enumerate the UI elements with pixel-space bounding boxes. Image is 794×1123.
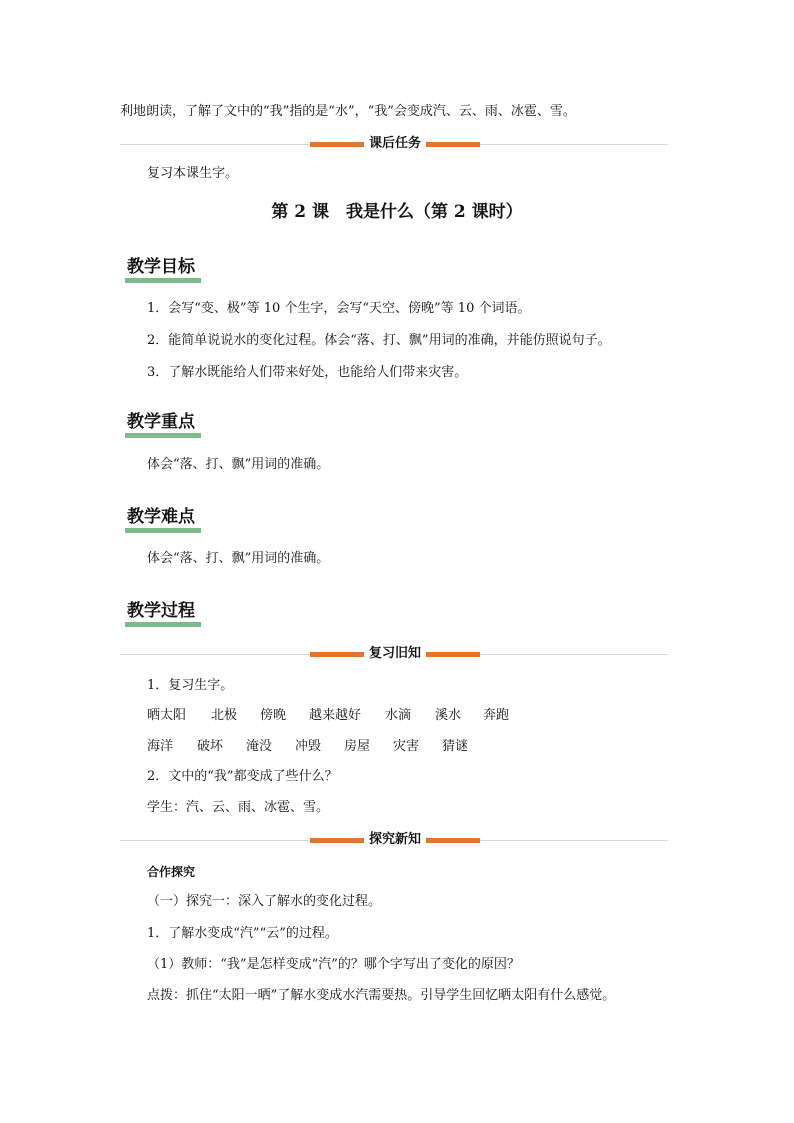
heading-text: 教学重点 <box>127 412 195 432</box>
review-item-2: 2．文中的“我”都变成了些什么？ <box>147 769 338 784</box>
divider-bar-right <box>426 838 480 843</box>
section-divider-review <box>120 647 668 661</box>
divider-label: 探究新知 <box>364 831 426 849</box>
divider-bar-left <box>310 652 364 657</box>
explore-line: （1）教师：“我”是怎样变成“汽”的？哪个字写出了变化的原因？ <box>147 957 520 972</box>
homework-text: 复习本课生字。 <box>147 166 239 181</box>
vocab-word: 溪水 <box>435 708 462 723</box>
explore-line: （一）探究一：深入了解水的变化过程。 <box>147 894 382 909</box>
key-points-heading <box>127 411 195 433</box>
vocab-word: 越来越好 <box>309 708 362 723</box>
vocab-word: 猜谜 <box>442 739 469 754</box>
goal-item: 1．会写“变、极”等 10 个生字，会写“天空、傍晚”等 10 个词语。 <box>147 301 531 316</box>
goal-item: 3．了解水既能给人们带来好处，也能给人们带来灾害。 <box>147 365 468 380</box>
vocab-word: 灾害 <box>393 739 420 754</box>
heading-underline <box>125 622 201 627</box>
explore-line: 点拨：抓住“太阳一晒”了解水变成水汽需要热。引导学生回忆晒太阳有什么感觉。 <box>147 988 616 1003</box>
divider-bar-left <box>310 142 364 147</box>
section-divider-homework <box>120 137 668 151</box>
vocab-word: 淹没 <box>246 739 273 754</box>
review-item-1: 1．复习生字。 <box>147 678 234 693</box>
difficulties-heading <box>127 506 195 528</box>
vocab-word: 傍晚 <box>260 708 287 723</box>
review-answer: 学生：汽、云、雨、冰雹、雪。 <box>147 800 330 815</box>
explore-line: 1．了解水变成“汽”“云”的过程。 <box>147 926 338 941</box>
divider-bar-left <box>310 838 364 843</box>
divider-bar-right <box>426 652 480 657</box>
lesson-title: 第 2 课 我是什么（第 2 课时） <box>271 202 523 222</box>
goals-heading <box>127 256 195 278</box>
heading-text: 教学过程 <box>127 601 195 621</box>
vocab-word: 海洋 <box>147 739 174 754</box>
vocab-word: 晒太阳 <box>147 708 187 723</box>
vocab-word: 房屋 <box>344 739 371 754</box>
vocab-word: 破坏 <box>197 739 224 754</box>
process-heading <box>127 600 195 622</box>
key-points-text: 体会“落、打、飘”用词的准确。 <box>147 457 330 472</box>
heading-underline <box>125 528 201 533</box>
heading-text: 教学目标 <box>127 257 195 277</box>
difficulties-text: 体会“落、打、飘”用词的准确。 <box>147 551 330 566</box>
goal-item: 2．能简单说说水的变化过程。体会“落、打、飘”用词的准确，并能仿照说句子。 <box>147 333 611 348</box>
divider-label: 复习旧知 <box>364 645 426 663</box>
vocab-word: 冲毁 <box>295 739 322 754</box>
heading-underline <box>125 433 201 438</box>
explore-subheading: 合作探究 <box>147 865 196 879</box>
intro-paragraph: 利地朗读，了解了文中的“我”指的是“水”，“我”会变成汽、云、雨、冰雹、雪。 <box>120 104 576 119</box>
vocab-word: 水滴 <box>385 708 412 723</box>
heading-text: 教学难点 <box>127 507 195 527</box>
heading-underline <box>125 278 201 283</box>
vocab-word: 北极 <box>211 708 238 723</box>
vocab-word: 奔跑 <box>483 708 510 723</box>
section-divider-explore <box>120 833 668 847</box>
divider-label: 课后任务 <box>364 135 426 153</box>
divider-bar-right <box>426 142 480 147</box>
